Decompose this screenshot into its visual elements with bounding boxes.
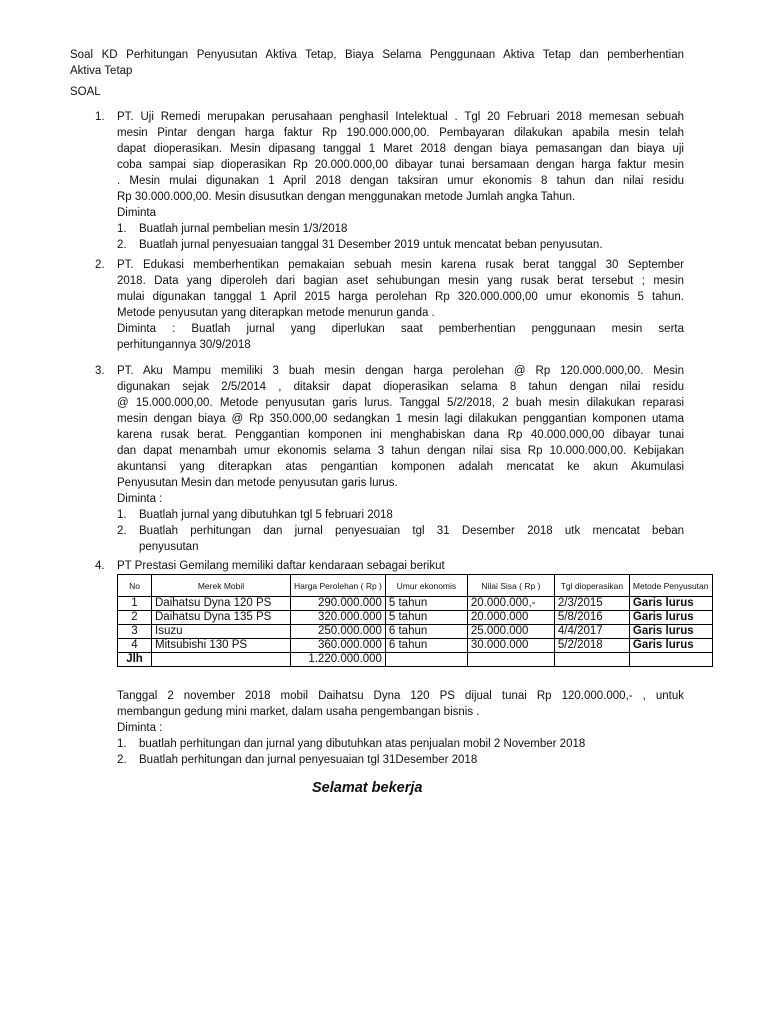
table-cell: 6 tahun xyxy=(385,639,467,653)
table-cell: Garis lurus xyxy=(629,625,712,639)
table-cell: 360.000.000 xyxy=(291,639,386,653)
task-text: Buatlah jurnal yang dibutuhkan tgl 5 februari 2018 xyxy=(139,509,393,521)
task-item xyxy=(117,523,684,539)
paragraph-line: @ 15.000.000,00. Metode penyusutan garis lurus. Tanggal 5/2/2018, 2 buah mesin dilakukan reparasi xyxy=(117,397,684,409)
task-number: 1. xyxy=(117,223,127,235)
table-cell: 5/2/2018 xyxy=(554,639,629,653)
request-label: Diminta : xyxy=(117,722,163,734)
table-cell: 2 xyxy=(118,611,152,625)
table-cell: Isuzu xyxy=(152,625,291,639)
table-cell: 2/3/2015 xyxy=(554,597,629,611)
table-cell: 250.000.000 xyxy=(291,625,386,639)
vehicle-table xyxy=(117,574,713,667)
task-text: buatlah perhitungan dan jurnal yang dibutuhkan atas penjualan mobil 2 November 2018 xyxy=(139,738,586,750)
task-item xyxy=(117,507,684,523)
question-number: 2. xyxy=(95,259,105,271)
paragraph-line: membangun gedung mini market, dalam usaha pengembangan bisnis . xyxy=(117,706,480,718)
closing-text: Selamat bekerja xyxy=(312,780,423,796)
task-text: Buatlah perhitungan dan jurnal penyesuaian tgl 31 Desember 2018 utk mencatat beban xyxy=(139,525,684,537)
table-header-cell: Harga Perolehan ( Rp ) xyxy=(291,575,386,597)
table-cell: 320.000.000 xyxy=(291,611,386,625)
paragraph-line: mesin dengan biaya @ Rp 350.000,00 sedangkan 1 mesin lagi dilakukan penggantian komponen utama xyxy=(117,413,684,425)
task-text: penyusutan xyxy=(139,541,199,553)
paragraph-line: perhitungannya 30/9/2018 xyxy=(117,339,251,351)
paragraph-line: dan dapat menambah umur ekonomis selama 3 tahun dengan nilai sisa Rp 10.000.000,00. Kebijakan xyxy=(117,445,684,457)
paragraph-line: Diminta : Buatlah jurnal yang diperlukan saat pemberhentian penggunaan mesin serta xyxy=(117,323,684,335)
table-cell: 5/8/2016 xyxy=(554,611,629,625)
table-row xyxy=(118,639,713,653)
paragraph-line: 2018. Data yang diperoleh dari bagian aset sehubungan mesin yang rusak berat tersebut ; mesin xyxy=(117,275,684,287)
table-cell: 30.000.000 xyxy=(467,639,554,653)
table-cell: Garis lurus xyxy=(629,597,712,611)
task-number: 2. xyxy=(117,754,127,766)
task-item xyxy=(117,736,684,752)
task-number: 2. xyxy=(117,239,127,251)
paragraph-line: PT. Uji Remedi merupakan perusahaan penghasil Intelektual . Tgl 20 Februari 2018 memesan sebuah xyxy=(117,111,684,123)
table-cell: Jlh xyxy=(118,653,152,667)
task-number: 2. xyxy=(117,525,127,537)
table-cell: 5 tahun xyxy=(385,611,467,625)
table-row xyxy=(118,597,713,611)
table-header-cell: Metode Penyusutan xyxy=(629,575,712,597)
paragraph-line: PT. Aku Mampu memiliki 3 buah mesin dengan harga perolehan @ Rp 120.000.000,00. Mesin xyxy=(117,365,684,377)
table-cell xyxy=(467,653,554,667)
table-cell: Mitsubishi 130 PS xyxy=(152,639,291,653)
question-body xyxy=(117,363,684,555)
table-cell: Garis lurus xyxy=(629,639,712,653)
paragraph-line: Tanggal 2 november 2018 mobil Daihatsu Dyna 120 PS dijual tunai Rp 120.000.000,- , untuk xyxy=(117,690,684,702)
question-number: 4. xyxy=(95,560,105,572)
table-row xyxy=(118,625,713,639)
table-cell: 6 tahun xyxy=(385,625,467,639)
task-item xyxy=(117,752,684,768)
task-item xyxy=(117,221,684,237)
paragraph-line: digunakan sejak 2/5/2014 , ditaksir dapat dioperasikan selama 8 tahun dengan nilai residu xyxy=(117,381,684,393)
task-item xyxy=(117,539,684,555)
table-cell: 290.000.000 xyxy=(291,597,386,611)
task-text: Buatlah perhitungan dan jurnal penyesuaian tgl 31Desember 2018 xyxy=(139,754,478,766)
paragraph-line: mesin Pintar dengan harga faktur Rp 190.000.000,00. Pembayaran dilakukan apabila mesin telah xyxy=(117,127,684,139)
table-cell: 25.000.000 xyxy=(467,625,554,639)
table-cell xyxy=(385,653,467,667)
table-cell: 1.220.000.000 xyxy=(291,653,386,667)
task-text: Buatlah jurnal pembelian mesin 1/3/2018 xyxy=(139,223,348,235)
table-header-cell: Merek Mobil xyxy=(152,575,291,597)
task-text: Buatlah jurnal penyesuaian tanggal 31 Desember 2019 untuk mencatat beban penyusutan. xyxy=(139,239,603,251)
table-cell: 1 xyxy=(118,597,152,611)
table-row xyxy=(118,611,713,625)
request-label: Diminta : xyxy=(117,493,163,505)
table-cell: 3 xyxy=(118,625,152,639)
paragraph-line: Metode penyusutan yang diterapkan metode menurun ganda . xyxy=(117,307,435,319)
table-cell: 20.000.000 xyxy=(467,611,554,625)
paragraph-line: akuntansi yang diterapkan atas pengantian komponen adalah mencatat ke akun Akumulasi xyxy=(117,461,684,473)
question-body xyxy=(117,257,684,353)
paragraph-line: dapat dioperasikan. Mesin dipasang tanggal 1 Maret 2018 dengan biaya pemasangan dan biaya uji xyxy=(117,143,684,155)
paragraph-line: coba sampai siap dioperasikan Rp 20.000.000,00 dibayar tunai bersamaan dengan harga faktur mesin xyxy=(117,159,684,171)
table-cell xyxy=(152,653,291,667)
table-cell: Daihatsu Dyna 120 PS xyxy=(152,597,291,611)
paragraph-line: mulai digunakan tanggal 1 April 2015 harga perolehan Rp 320.000.000,00 umur ekonomis 5 tahun. xyxy=(117,291,684,303)
title-line: Soal KD Perhitungan Penyusutan Aktiva Tetap, Biaya Selama Penggunaan Aktiva Tetap dan pemberhentian xyxy=(70,49,684,61)
table-cell: Daihatsu Dyna 135 PS xyxy=(152,611,291,625)
table-cell: 20.000.000,- xyxy=(467,597,554,611)
paragraph-line: PT. Edukasi memberhentikan pemakaian sebuah mesin karena rusak berat tanggal 30 September xyxy=(117,259,684,271)
table-row xyxy=(118,653,713,667)
section-heading-wrap xyxy=(70,84,637,100)
question-number: 1. xyxy=(95,111,105,123)
table-cell xyxy=(629,653,712,667)
table-cell: 4/4/2017 xyxy=(554,625,629,639)
paragraph-line: Rp 30.000.000,00. Mesin disusutkan dengan menggunakan metode Jumlah angka Tahun. xyxy=(117,191,576,203)
question-number: 3. xyxy=(95,365,105,377)
task-number: 1. xyxy=(117,738,127,750)
table-header-cell: No xyxy=(118,575,152,597)
table-intro: PT Prestasi Gemilang memiliki daftar kendaraan sebagai berikut xyxy=(117,560,445,572)
table-header-cell: Umur ekonomis xyxy=(385,575,467,597)
table-header-cell: Tgl dioperasikan xyxy=(554,575,629,597)
question-body xyxy=(117,109,684,253)
paragraph-line: karena rusak berat. Penggantian komponen ini menghabiskan dana Rp 40.000.000,00 dibayar tunai xyxy=(117,429,684,441)
table-cell: 4 xyxy=(118,639,152,653)
task-item xyxy=(117,237,684,253)
table-cell: Garis lurus xyxy=(629,611,712,625)
table-header-row xyxy=(118,575,713,597)
title-line: Aktiva Tetap xyxy=(70,65,133,77)
paragraph-line: . Mesin mulai digunakan 1 April 2018 dengan taksiran umur ekonomis 8 tahun dan nilai residu xyxy=(117,175,684,187)
task-number: 1. xyxy=(117,509,127,521)
document-title xyxy=(70,47,684,79)
table-header-cell: Nilai Sisa ( Rp ) xyxy=(467,575,554,597)
paragraph-line: Penyusutan Mesin dan metode penyusutan garis lurus. xyxy=(117,477,398,489)
request-label: Diminta xyxy=(117,207,156,219)
section-heading: SOAL xyxy=(70,86,101,98)
table-cell: 5 tahun xyxy=(385,597,467,611)
table-cell xyxy=(554,653,629,667)
